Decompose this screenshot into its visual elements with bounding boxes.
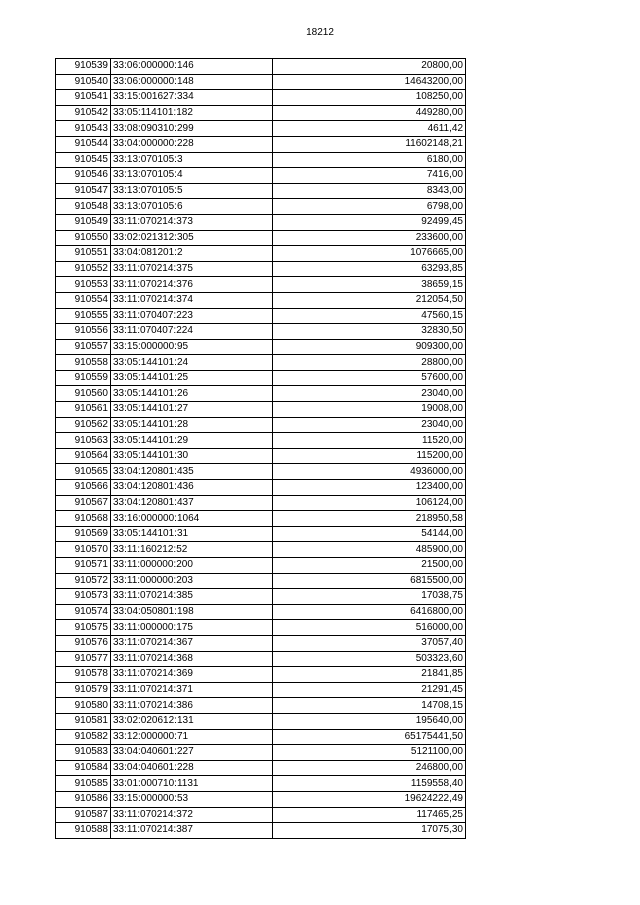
- table-row: [56, 542, 466, 558]
- cadastral-value-cell: 195640,00: [273, 713, 466, 729]
- cadastral-value-cell: 4936000,00: [273, 464, 466, 480]
- cadastral-number-cell: 33:06:000000:146: [111, 59, 273, 75]
- cadastral-value-table: [55, 58, 466, 839]
- cadastral-number-cell: 33:11:000000:203: [111, 573, 273, 589]
- cadastral-value-cell: 6180,00: [273, 152, 466, 168]
- table-row: [56, 105, 466, 121]
- row-id-cell: 910575: [56, 620, 111, 636]
- row-id-cell: 910551: [56, 246, 111, 262]
- table-row: [56, 667, 466, 683]
- row-id-cell: 910550: [56, 230, 111, 246]
- cadastral-number-cell: 33:06:000000:148: [111, 74, 273, 90]
- cadastral-number-cell: 33:02:020612:131: [111, 713, 273, 729]
- table-row: [56, 308, 466, 324]
- cadastral-number-cell: 33:11:070214:387: [111, 823, 273, 839]
- table-row: [56, 370, 466, 386]
- table-row: [56, 199, 466, 215]
- row-id-cell: 910576: [56, 635, 111, 651]
- cadastral-value-cell: 57600,00: [273, 370, 466, 386]
- cadastral-value-cell: 6815500,00: [273, 573, 466, 589]
- cadastral-number-cell: 33:13:070105:4: [111, 168, 273, 184]
- table-row: [56, 573, 466, 589]
- cadastral-value-cell: 21500,00: [273, 558, 466, 574]
- cadastral-number-cell: 33:04:040601:228: [111, 760, 273, 776]
- row-id-cell: 910568: [56, 511, 111, 527]
- cadastral-number-cell: 33:11:070214:367: [111, 635, 273, 651]
- table-row: [56, 464, 466, 480]
- row-id-cell: 910585: [56, 776, 111, 792]
- cadastral-number-cell: 33:11:070214:371: [111, 682, 273, 698]
- table-row: [56, 433, 466, 449]
- cadastral-value-cell: 909300,00: [273, 339, 466, 355]
- table-row: [56, 651, 466, 667]
- row-id-cell: 910571: [56, 558, 111, 574]
- row-id-cell: 910565: [56, 464, 111, 480]
- cadastral-number-cell: 33:11:160212:52: [111, 542, 273, 558]
- row-id-cell: 910586: [56, 791, 111, 807]
- row-id-cell: 910569: [56, 526, 111, 542]
- table-row: [56, 230, 466, 246]
- table-row: [56, 90, 466, 106]
- cadastral-value-cell: 115200,00: [273, 448, 466, 464]
- cadastral-number-cell: 33:05:144101:29: [111, 433, 273, 449]
- cadastral-value-cell: 23040,00: [273, 386, 466, 402]
- cadastral-value-cell: 28800,00: [273, 355, 466, 371]
- cadastral-value-cell: 485900,00: [273, 542, 466, 558]
- cadastral-value-cell: 21291,45: [273, 682, 466, 698]
- table-row: [56, 168, 466, 184]
- cadastral-value-cell: 38659,15: [273, 277, 466, 293]
- cadastral-value-cell: 4611,42: [273, 121, 466, 137]
- cadastral-value-cell: 11520,00: [273, 433, 466, 449]
- cadastral-number-cell: 33:15:000000:95: [111, 339, 273, 355]
- cadastral-value-cell: 92499,45: [273, 214, 466, 230]
- table-row: [56, 183, 466, 199]
- row-id-cell: 910549: [56, 214, 111, 230]
- cadastral-number-cell: 33:11:070407:223: [111, 308, 273, 324]
- cadastral-value-cell: 63293,85: [273, 261, 466, 277]
- cadastral-number-cell: 33:05:144101:24: [111, 355, 273, 371]
- table-row: [56, 355, 466, 371]
- table-row: [56, 136, 466, 152]
- cadastral-number-cell: 33:11:070214:376: [111, 277, 273, 293]
- table-row: [56, 121, 466, 137]
- cadastral-value-cell: 19624222,49: [273, 791, 466, 807]
- cadastral-number-cell: 33:11:070214:374: [111, 292, 273, 308]
- cadastral-value-cell: 54144,00: [273, 526, 466, 542]
- cadastral-number-cell: 33:04:081201:2: [111, 246, 273, 262]
- row-id-cell: 910547: [56, 183, 111, 199]
- cadastral-number-cell: 33:05:144101:30: [111, 448, 273, 464]
- cadastral-number-cell: 33:11:070407:224: [111, 324, 273, 340]
- table-row: [56, 791, 466, 807]
- cadastral-value-cell: 246800,00: [273, 760, 466, 776]
- table-row: [56, 682, 466, 698]
- row-id-cell: 910566: [56, 480, 111, 496]
- table-row: [56, 214, 466, 230]
- cadastral-number-cell: 33:05:144101:27: [111, 402, 273, 418]
- table-row: [56, 589, 466, 605]
- table-row: [56, 480, 466, 496]
- row-id-cell: 910543: [56, 121, 111, 137]
- cadastral-value-cell: 32830,50: [273, 324, 466, 340]
- row-id-cell: 910548: [56, 199, 111, 215]
- row-id-cell: 910558: [56, 355, 111, 371]
- cadastral-number-cell: 33:11:000000:200: [111, 558, 273, 574]
- cadastral-number-cell: 33:11:070214:368: [111, 651, 273, 667]
- cadastral-value-cell: 65175441,50: [273, 729, 466, 745]
- table-row: [56, 635, 466, 651]
- cadastral-number-cell: 33:04:040601:227: [111, 745, 273, 761]
- table-row: [56, 152, 466, 168]
- cadastral-number-cell: 33:08:090310:299: [111, 121, 273, 137]
- cadastral-value-cell: 1076665,00: [273, 246, 466, 262]
- table-row: [56, 823, 466, 839]
- row-id-cell: 910560: [56, 386, 111, 402]
- row-id-cell: 910581: [56, 713, 111, 729]
- cadastral-value-cell: 14708,15: [273, 698, 466, 714]
- cadastral-value-cell: 1159558,40: [273, 776, 466, 792]
- cadastral-number-cell: 33:02:021312:305: [111, 230, 273, 246]
- row-id-cell: 910555: [56, 308, 111, 324]
- cadastral-number-cell: 33:01:000710:1131: [111, 776, 273, 792]
- table-row: [56, 776, 466, 792]
- table-row: [56, 246, 466, 262]
- row-id-cell: 910573: [56, 589, 111, 605]
- cadastral-number-cell: 33:11:070214:386: [111, 698, 273, 714]
- cadastral-value-cell: 6798,00: [273, 199, 466, 215]
- row-id-cell: 910572: [56, 573, 111, 589]
- row-id-cell: 910577: [56, 651, 111, 667]
- row-id-cell: 910556: [56, 324, 111, 340]
- cadastral-number-cell: 33:13:070105:5: [111, 183, 273, 199]
- cadastral-value-cell: 449280,00: [273, 105, 466, 121]
- table-row: [56, 807, 466, 823]
- cadastral-value-cell: 108250,00: [273, 90, 466, 106]
- cadastral-value-cell: 233600,00: [273, 230, 466, 246]
- cadastral-number-cell: 33:05:144101:25: [111, 370, 273, 386]
- table-row: [56, 417, 466, 433]
- table-body: [56, 59, 466, 839]
- table-row: [56, 558, 466, 574]
- cadastral-number-cell: 33:05:144101:26: [111, 386, 273, 402]
- cadastral-value-cell: 117465,25: [273, 807, 466, 823]
- cadastral-value-cell: 17075,30: [273, 823, 466, 839]
- row-id-cell: 910544: [56, 136, 111, 152]
- table-row: [56, 511, 466, 527]
- cadastral-value-cell: 19008,00: [273, 402, 466, 418]
- cadastral-number-cell: 33:05:114101:182: [111, 105, 273, 121]
- cadastral-number-cell: 33:05:144101:31: [111, 526, 273, 542]
- row-id-cell: 910540: [56, 74, 111, 90]
- row-id-cell: 910562: [56, 417, 111, 433]
- table-row: [56, 495, 466, 511]
- cadastral-number-cell: 33:16:000000:1064: [111, 511, 273, 527]
- row-id-cell: 910570: [56, 542, 111, 558]
- cadastral-value-cell: 218950,58: [273, 511, 466, 527]
- table-row: [56, 324, 466, 340]
- cadastral-value-cell: 11602148,21: [273, 136, 466, 152]
- row-id-cell: 910545: [56, 152, 111, 168]
- cadastral-number-cell: 33:13:070105:3: [111, 152, 273, 168]
- table-row: [56, 760, 466, 776]
- cadastral-number-cell: 33:04:000000:228: [111, 136, 273, 152]
- cadastral-number-cell: 33:15:000000:53: [111, 791, 273, 807]
- cadastral-value-cell: 7416,00: [273, 168, 466, 184]
- cadastral-value-cell: 6416800,00: [273, 604, 466, 620]
- table-row: [56, 620, 466, 636]
- cadastral-number-cell: 33:11:070214:385: [111, 589, 273, 605]
- cadastral-number-cell: 33:04:120801:436: [111, 480, 273, 496]
- row-id-cell: 910561: [56, 402, 111, 418]
- cadastral-number-cell: 33:13:070105:6: [111, 199, 273, 215]
- cadastral-value-cell: 5121100,00: [273, 745, 466, 761]
- table-row: [56, 448, 466, 464]
- row-id-cell: 910588: [56, 823, 111, 839]
- cadastral-value-cell: 47560,15: [273, 308, 466, 324]
- cadastral-number-cell: 33:04:050801:198: [111, 604, 273, 620]
- table-row: [56, 59, 466, 75]
- table-row: [56, 74, 466, 90]
- cadastral-value-cell: 123400,00: [273, 480, 466, 496]
- cadastral-number-cell: 33:11:000000:175: [111, 620, 273, 636]
- row-id-cell: 910579: [56, 682, 111, 698]
- cadastral-value-cell: 23040,00: [273, 417, 466, 433]
- cadastral-value-cell: 14643200,00: [273, 74, 466, 90]
- cadastral-value-cell: 8343,00: [273, 183, 466, 199]
- cadastral-value-cell: 516000,00: [273, 620, 466, 636]
- table-row: [56, 339, 466, 355]
- row-id-cell: 910563: [56, 433, 111, 449]
- table-row: [56, 292, 466, 308]
- cadastral-number-cell: 33:12:000000:71: [111, 729, 273, 745]
- table-row: [56, 386, 466, 402]
- row-id-cell: 910567: [56, 495, 111, 511]
- table-row: [56, 745, 466, 761]
- row-id-cell: 910580: [56, 698, 111, 714]
- table-row: [56, 729, 466, 745]
- cadastral-value-cell: 503323,60: [273, 651, 466, 667]
- table-row: [56, 526, 466, 542]
- cadastral-number-cell: 33:11:070214:372: [111, 807, 273, 823]
- cadastral-number-cell: 33:04:120801:437: [111, 495, 273, 511]
- cadastral-number-cell: 33:11:070214:369: [111, 667, 273, 683]
- cadastral-number-cell: 33:11:070214:373: [111, 214, 273, 230]
- cadastral-number-cell: 33:11:070214:375: [111, 261, 273, 277]
- table-row: [56, 604, 466, 620]
- cadastral-value-cell: 106124,00: [273, 495, 466, 511]
- table-row: [56, 713, 466, 729]
- cadastral-number-cell: 33:04:120801:435: [111, 464, 273, 480]
- row-id-cell: 910553: [56, 277, 111, 293]
- row-id-cell: 910582: [56, 729, 111, 745]
- page-number: 18212: [306, 27, 334, 38]
- row-id-cell: 910552: [56, 261, 111, 277]
- row-id-cell: 910584: [56, 760, 111, 776]
- row-id-cell: 910587: [56, 807, 111, 823]
- cadastral-value-cell: 17038,75: [273, 589, 466, 605]
- row-id-cell: 910541: [56, 90, 111, 106]
- table-row: [56, 261, 466, 277]
- row-id-cell: 910578: [56, 667, 111, 683]
- row-id-cell: 910542: [56, 105, 111, 121]
- table-row: [56, 402, 466, 418]
- row-id-cell: 910539: [56, 59, 111, 75]
- row-id-cell: 910554: [56, 292, 111, 308]
- cadastral-number-cell: 33:05:144101:28: [111, 417, 273, 433]
- table-row: [56, 698, 466, 714]
- cadastral-number-cell: 33:15:001627:334: [111, 90, 273, 106]
- cadastral-value-cell: 37057,40: [273, 635, 466, 651]
- row-id-cell: 910583: [56, 745, 111, 761]
- row-id-cell: 910557: [56, 339, 111, 355]
- table-row: [56, 277, 466, 293]
- cadastral-value-cell: 20800,00: [273, 59, 466, 75]
- row-id-cell: 910559: [56, 370, 111, 386]
- cadastral-value-cell: 212054,50: [273, 292, 466, 308]
- row-id-cell: 910564: [56, 448, 111, 464]
- row-id-cell: 910574: [56, 604, 111, 620]
- row-id-cell: 910546: [56, 168, 111, 184]
- cadastral-value-cell: 21841,85: [273, 667, 466, 683]
